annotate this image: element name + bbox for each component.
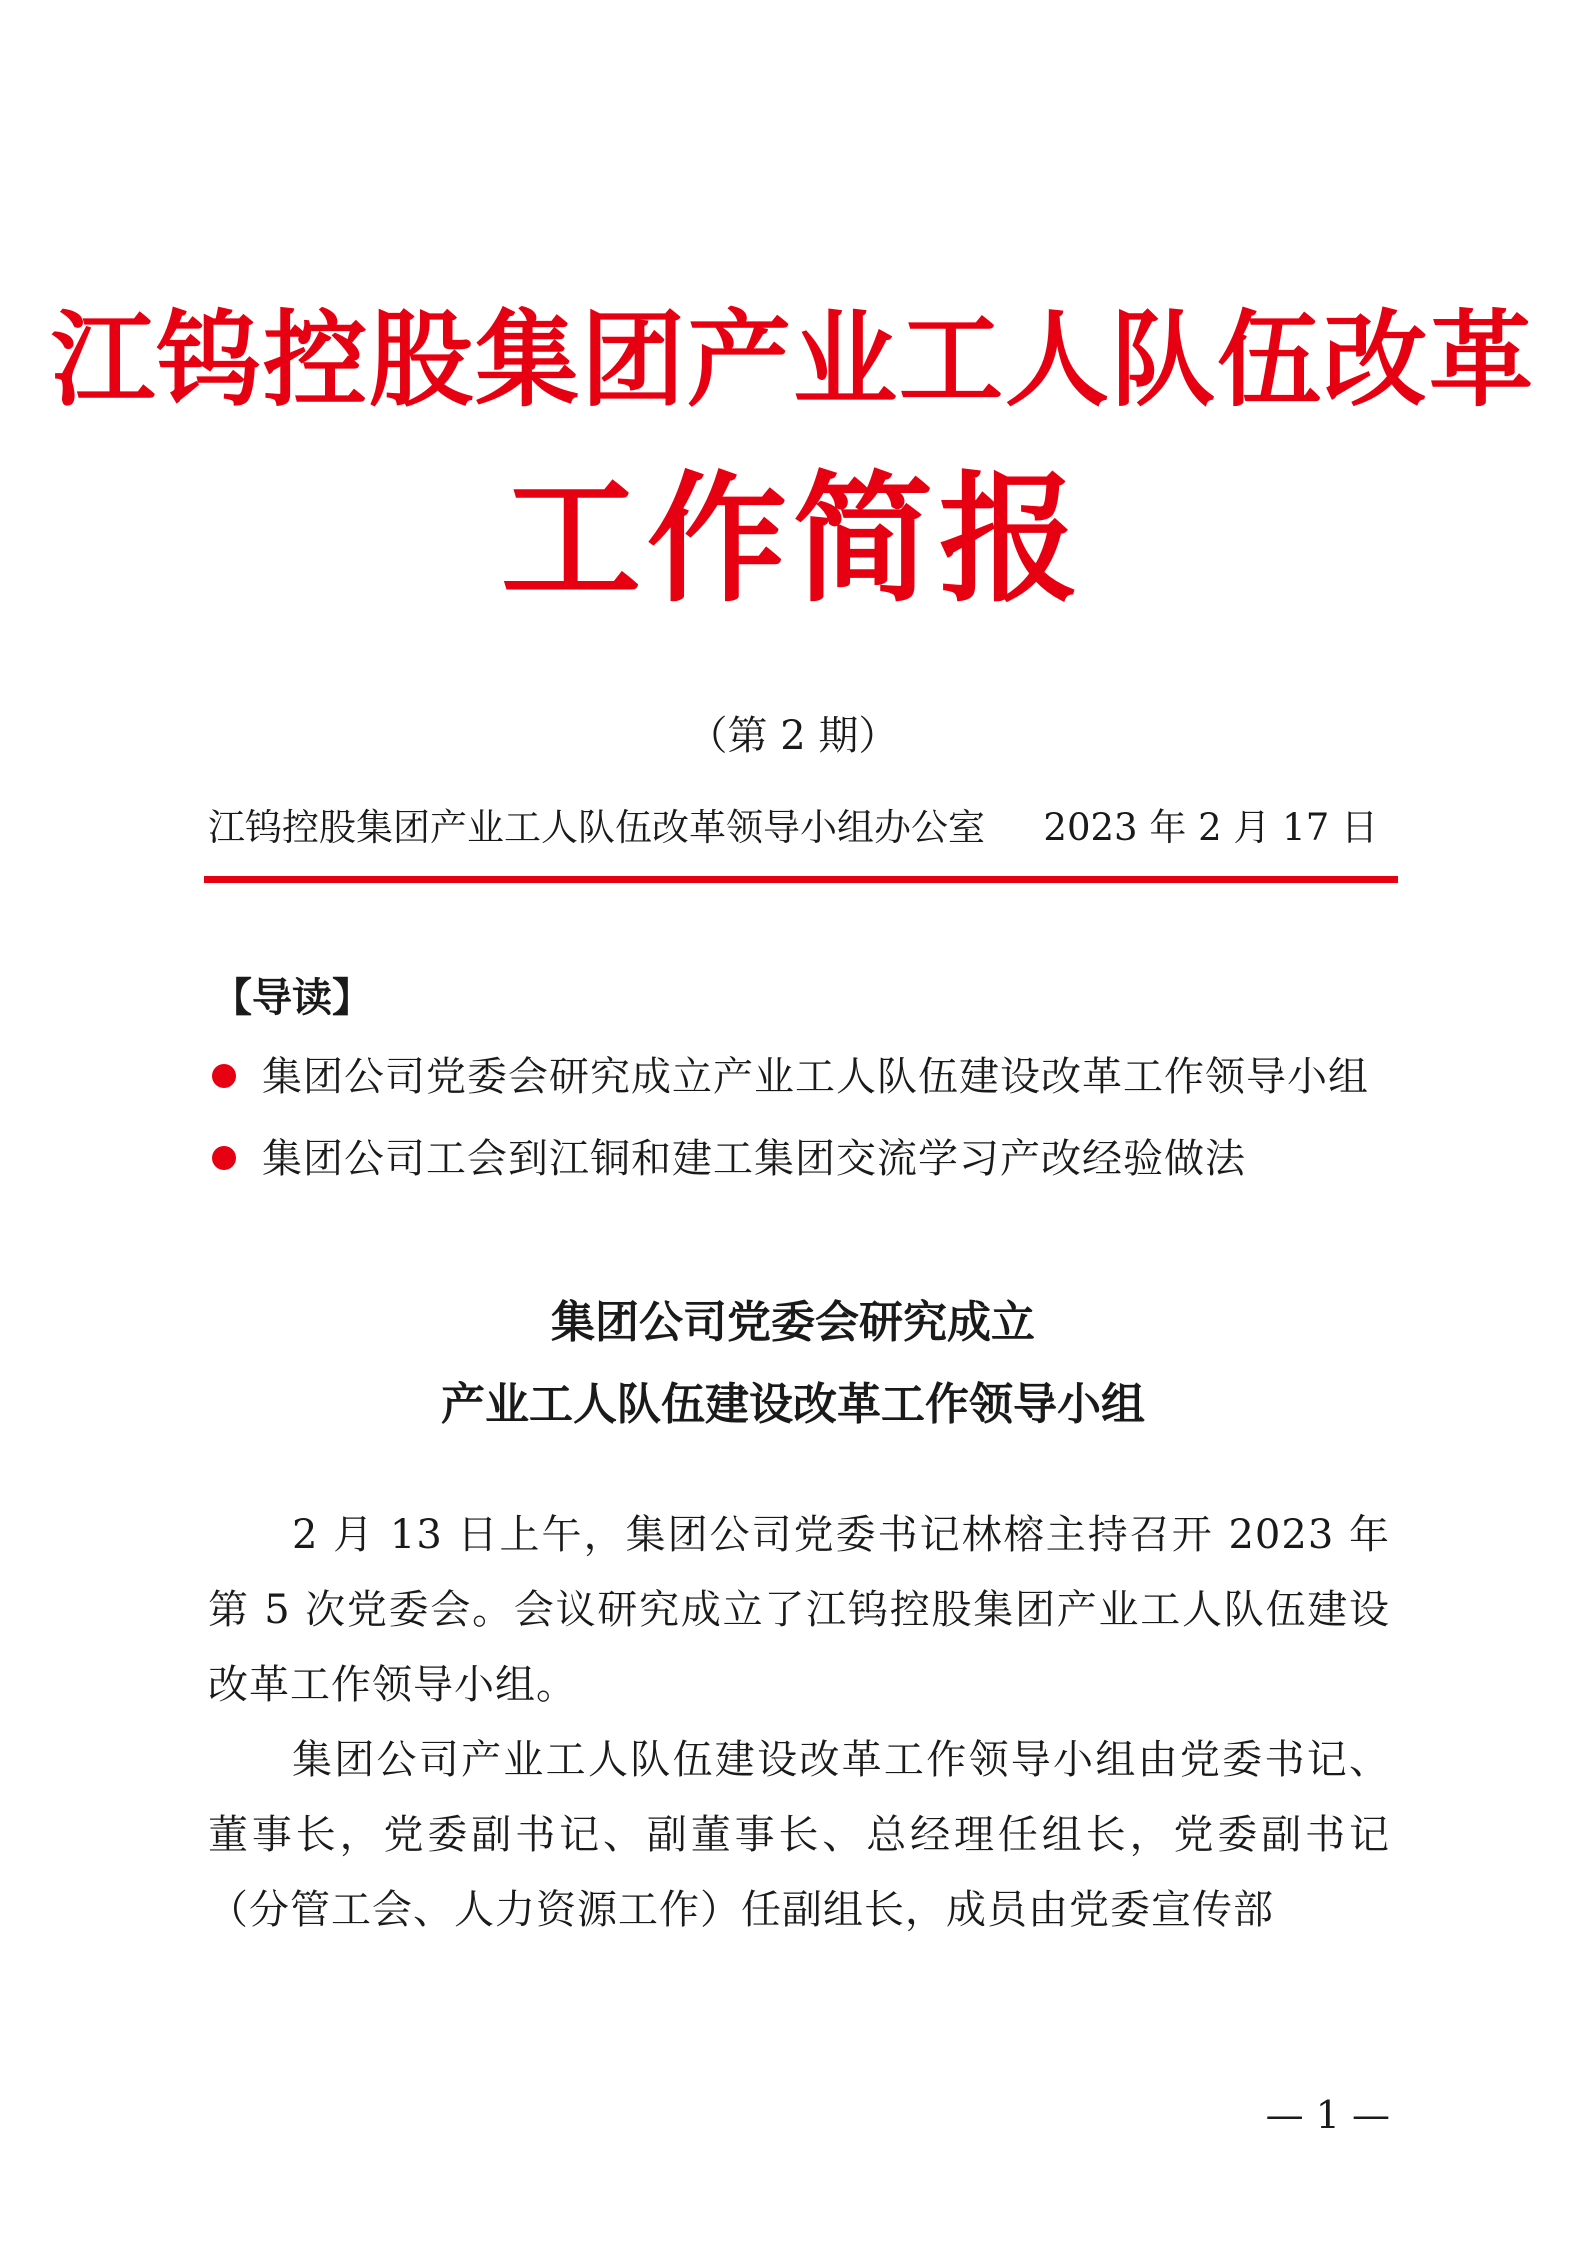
publish-date: 2023 年 2 月 17 日 bbox=[1043, 806, 1378, 849]
article-paragraph: 集团公司产业工人队伍建设改革工作领导小组由党委书记、董事长，党委副书记、副董事长、总经理任组长，党委副书记（分管工会、人力资源工作）任副组长，成员由党委宣传部 bbox=[208, 1737, 1390, 1933]
article-title bbox=[0, 1282, 1586, 1446]
intro-item-text: 集团公司党委会研究成立产业工人队伍建设改革工作领导小组 bbox=[262, 1054, 1369, 1100]
page-number: — 1 — bbox=[1265, 2093, 1390, 2137]
red-divider bbox=[204, 876, 1398, 883]
red-bullet-icon bbox=[212, 1064, 236, 1088]
publisher: 江钨控股集团产业工人队伍改革领导小组办公室 bbox=[208, 806, 985, 849]
intro-heading: 【导读】 bbox=[212, 975, 372, 1021]
article-paragraph: 2 月 13 日上午，集团公司党委书记林榕主持召开 2023 年第 5 次党委会。会议研究成立了江钨控股集团产业工人队伍建设改革工作领导小组。 bbox=[208, 1512, 1390, 1708]
article-body bbox=[208, 1498, 1390, 1948]
intro-item bbox=[212, 1130, 1392, 1212]
article-title-line1: 集团公司党委会研究成立 bbox=[551, 1297, 1035, 1348]
article-title-line2: 产业工人队伍建设改革工作领导小组 bbox=[441, 1379, 1145, 1430]
intro-item bbox=[212, 1048, 1392, 1130]
red-bullet-icon bbox=[212, 1146, 236, 1170]
intro-item-text: 集团公司工会到江铜和建工集团交流学习产改经验做法 bbox=[262, 1136, 1246, 1182]
masthead-subtitle: 工作简报 bbox=[500, 458, 1085, 622]
issue-number: （第 2 期） bbox=[687, 713, 899, 759]
masthead-title: 江钨控股集团产业工人队伍改革 bbox=[50, 298, 1535, 421]
intro-list bbox=[212, 1048, 1392, 1212]
